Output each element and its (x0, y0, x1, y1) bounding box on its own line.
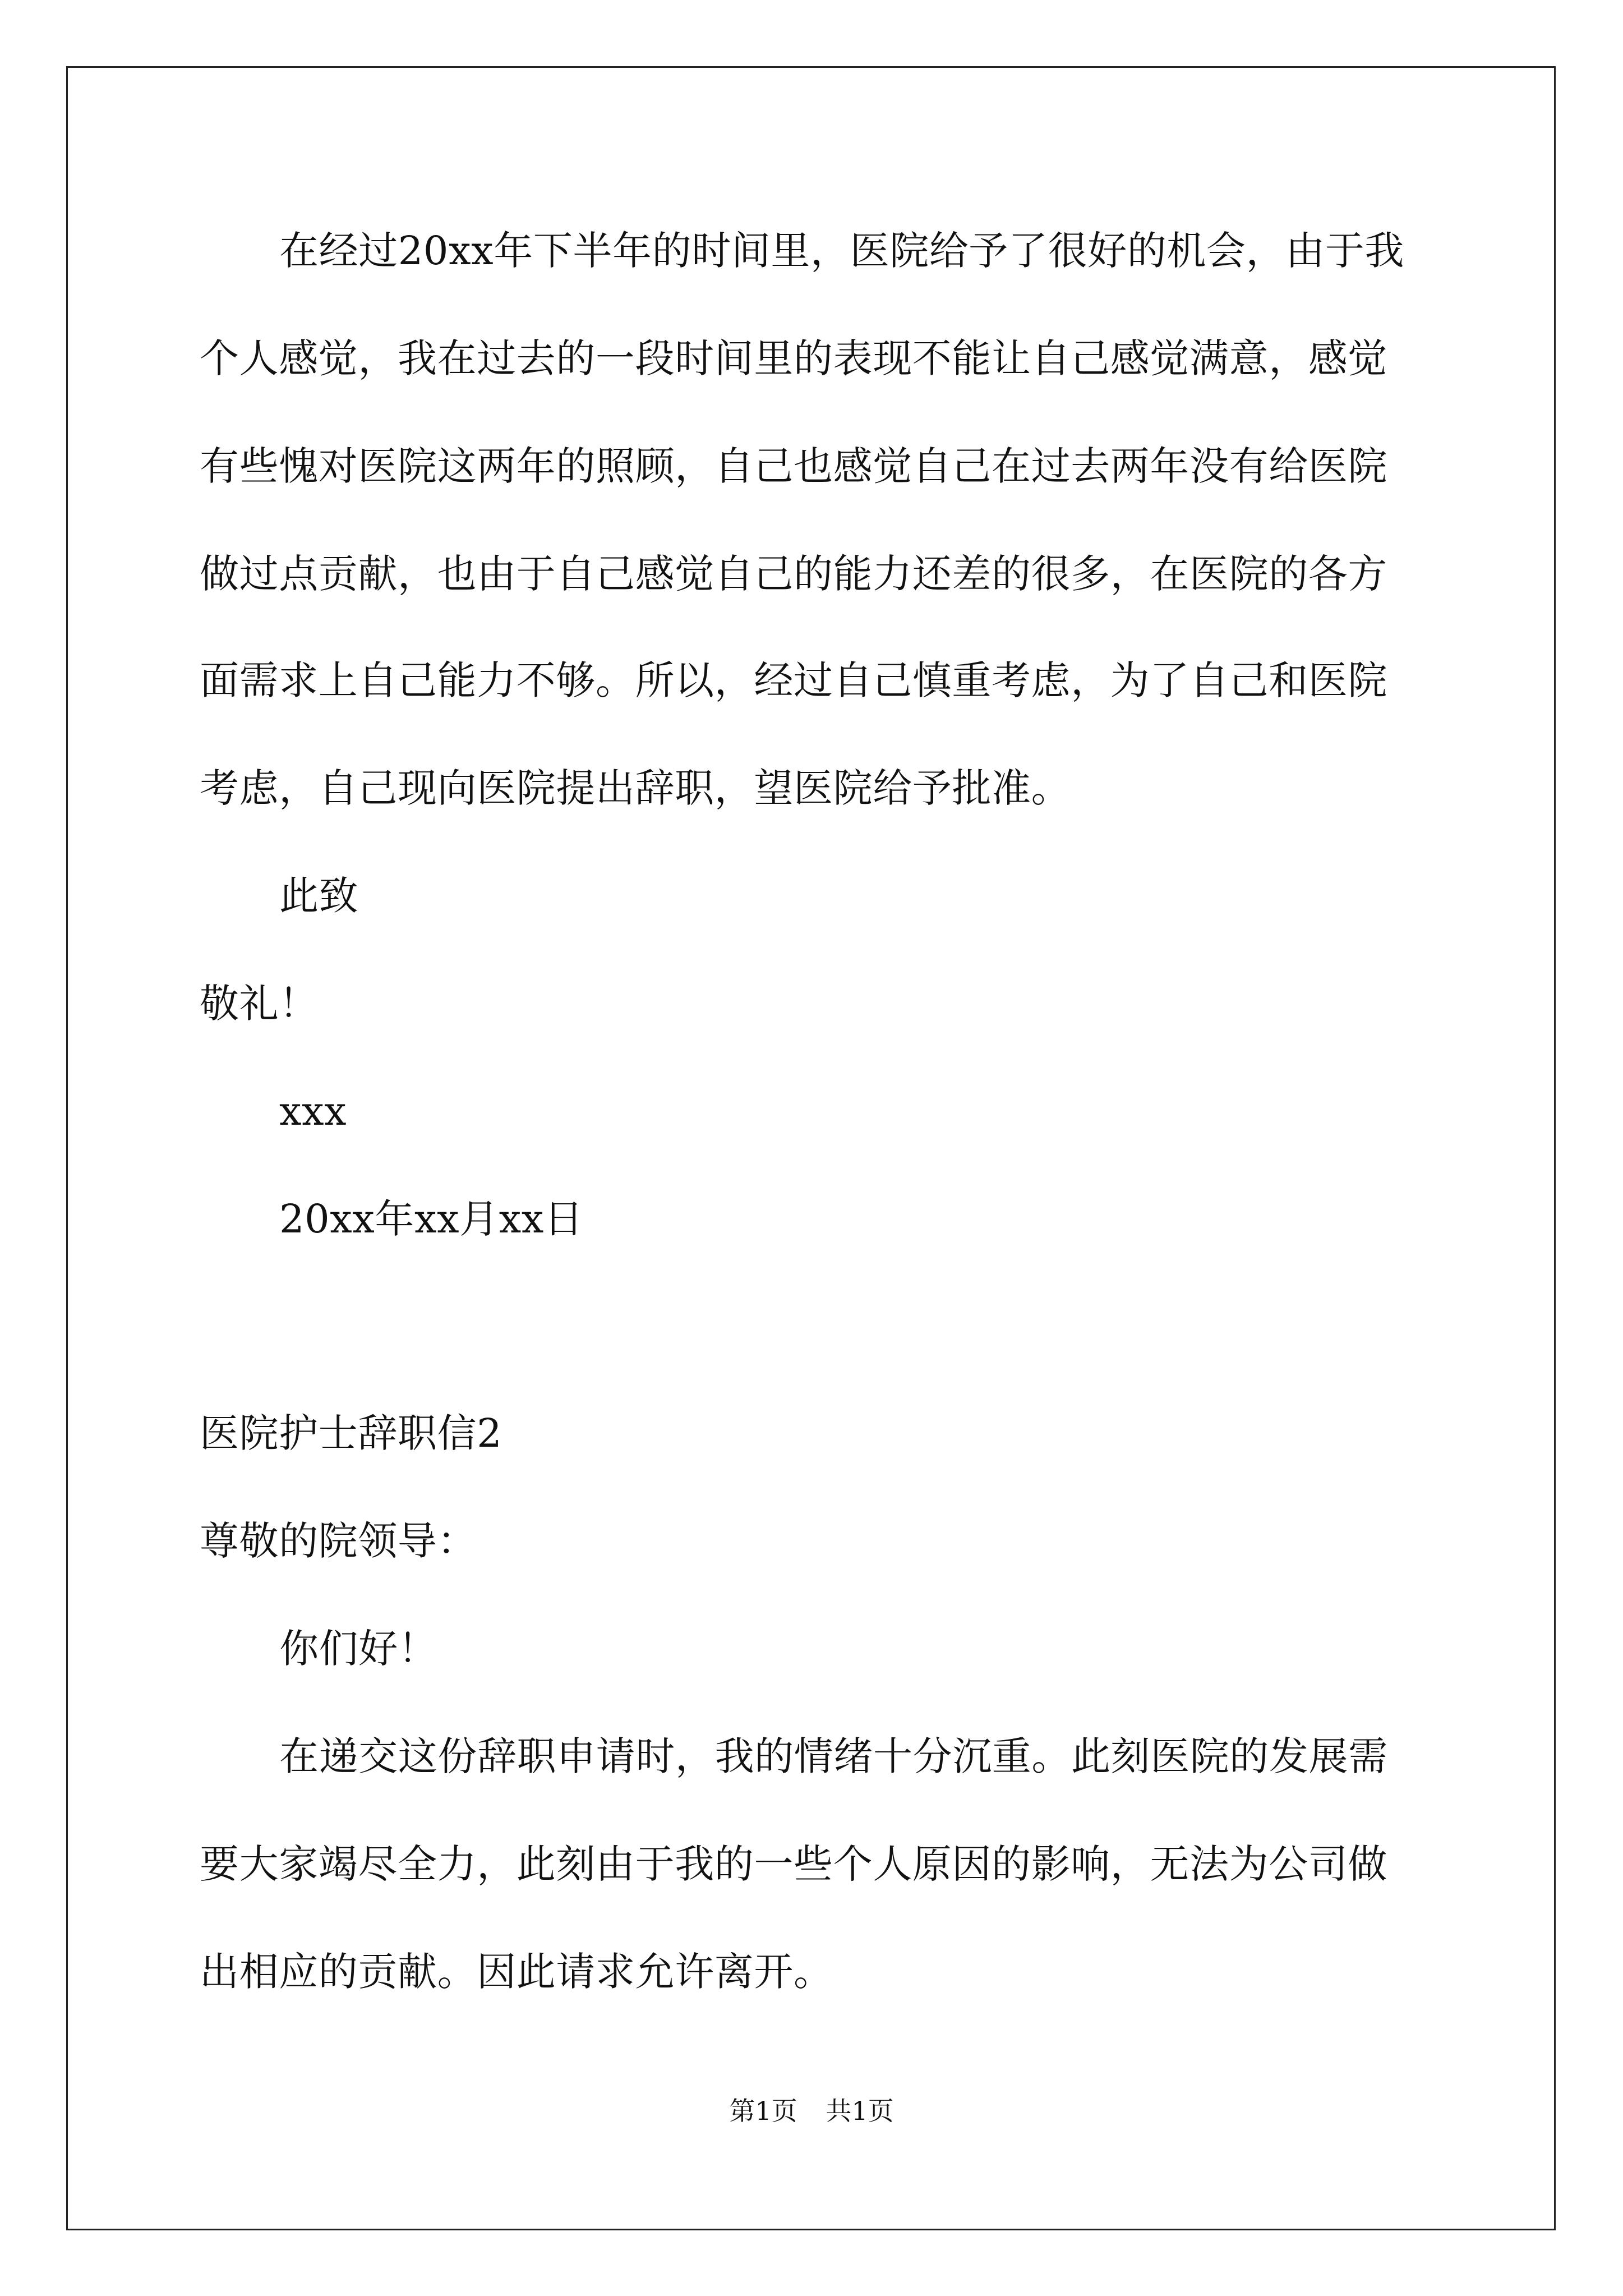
paragraph-line: 做过点贡献，也由于自己感觉自己的能力还差的很多，在医院的各方 (200, 551, 1387, 597)
paragraph-line: 面需求上自己能力不够。所以，经过自己慎重考虑，为了自己和医院 (200, 657, 1387, 703)
closing-salutation: 此致 (279, 873, 359, 919)
signature-date: 20xx年xx月xx日 (279, 1196, 584, 1242)
paragraph-line: 要大家竭尽全力，此刻由于我的一些个人原因的影响，无法为公司做 (200, 1841, 1387, 1887)
paragraph-line: 在递交这份辞职申请时，我的情绪十分沉重。此刻医院的发展需 (279, 1733, 1388, 1779)
page-total: 共1页 (826, 2096, 894, 2126)
paragraph-line: 考虑，自己现向医院提出辞职，望医院给予批准。 (200, 765, 1071, 811)
closing-regards: 敬礼！ (200, 981, 319, 1027)
paragraph-line: 出相应的贡献。因此请求允许离开。 (200, 1949, 833, 1995)
page-number: 第1页 (729, 2096, 797, 2126)
signature-name: xxx (279, 1088, 347, 1134)
greeting-hello: 你们好！ (279, 1626, 438, 1672)
paragraph-line: 在经过20xx年下半年的时间里，医院给予了很好的机会，由于我 (279, 228, 1405, 274)
paragraph-line: 个人感觉，我在过去的一段时间里的表现不能让自己感觉满意，感觉 (200, 335, 1387, 381)
paragraph-line: 有些愧对医院这两年的照顾，自己也感觉自己在过去两年没有给医院 (200, 443, 1387, 489)
section-title: 医院护士辞职信2 (200, 1410, 502, 1456)
greeting-recipient: 尊敬的院领导： (200, 1518, 477, 1564)
page-footer (0, 2098, 1623, 2124)
page-border (66, 66, 1556, 2230)
